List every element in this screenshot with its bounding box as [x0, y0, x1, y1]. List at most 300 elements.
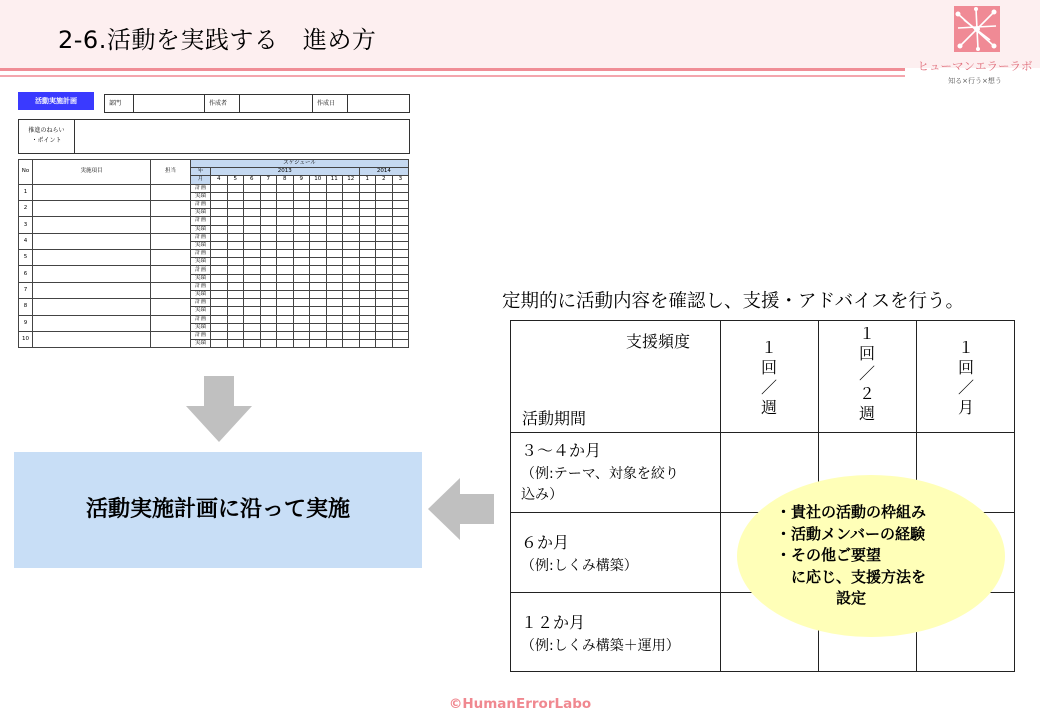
- schedule-cell: [211, 282, 228, 290]
- actual-label: 実績: [191, 225, 211, 233]
- plan-label: 計画: [191, 217, 211, 225]
- schedule-cell: [310, 250, 327, 258]
- schedule-cell: [244, 200, 261, 208]
- freq-header: 支援頻度: [626, 332, 691, 351]
- schedule-cell: [277, 184, 294, 192]
- schedule-cell: [227, 315, 244, 323]
- schedule-cell: [277, 241, 294, 249]
- schedule-cell: [359, 225, 376, 233]
- date-label: 作成日: [313, 95, 348, 112]
- row-item: [33, 233, 151, 249]
- schedule-cell: [376, 192, 393, 200]
- row-item: [33, 250, 151, 266]
- schedule-cell: [293, 241, 310, 249]
- schedule-cell: [392, 291, 409, 299]
- col-biweekly: １ 回 ／ ２ 週: [858, 324, 875, 423]
- row-period-1: ３～４か月: [521, 441, 602, 460]
- schedule-cell: [277, 291, 294, 299]
- page-title: 2-6.活動を実践する 進め方: [58, 26, 377, 54]
- schedule-cell: [376, 266, 393, 274]
- schedule-cell: [359, 209, 376, 217]
- schedule-cell: [326, 233, 343, 241]
- schedule-cell: [211, 241, 228, 249]
- schedule-cell: [260, 241, 277, 249]
- schedule-cell: [293, 266, 310, 274]
- schedule-cell: [260, 323, 277, 331]
- schedule-cell: [293, 299, 310, 307]
- schedule-cell: [359, 323, 376, 331]
- schedule-cell: [211, 258, 228, 266]
- plan-label: 計画: [191, 233, 211, 241]
- schedule-cell: [260, 225, 277, 233]
- schedule-cell: [326, 184, 343, 192]
- schedule-cell: [293, 225, 310, 233]
- schedule-cell: [376, 225, 393, 233]
- schedule-cell: [293, 200, 310, 208]
- left-arrow-icon: [428, 478, 494, 544]
- schedule-header: スケジュール: [191, 160, 409, 168]
- support-caption: 定期的に活動内容を確認し、支援・アドバイスを行う。: [502, 291, 964, 312]
- schedule-cell: [277, 307, 294, 315]
- month-label: 月: [191, 176, 211, 184]
- schedule-cell: [376, 258, 393, 266]
- schedule-cell: [392, 299, 409, 307]
- schedule-cell: [343, 233, 360, 241]
- schedule-cell: [392, 323, 409, 331]
- schedule-cell: [343, 331, 360, 339]
- month-cell: 7: [260, 176, 277, 184]
- schedule-cell: [227, 250, 244, 258]
- actual-label: 実績: [191, 258, 211, 266]
- schedule-cell: [310, 233, 327, 241]
- schedule-cell: [376, 241, 393, 249]
- table-divider: [720, 320, 721, 672]
- schedule-cell: [392, 266, 409, 274]
- schedule-cell: [376, 315, 393, 323]
- schedule-cell: [310, 266, 327, 274]
- schedule-cell: [310, 291, 327, 299]
- month-cell: 10: [310, 176, 327, 184]
- schedule-cell: [244, 291, 261, 299]
- row-item: [33, 299, 151, 315]
- schedule-cell: [293, 184, 310, 192]
- schedule-cell: [244, 217, 261, 225]
- schedule-cell: [260, 266, 277, 274]
- schedule-cell: [392, 233, 409, 241]
- schedule-cell: [260, 250, 277, 258]
- schedule-cell: [326, 200, 343, 208]
- schedule-cell: [359, 340, 376, 348]
- author-label: 作成者: [205, 95, 240, 112]
- schedule-cell: [326, 217, 343, 225]
- schedule-cell: [310, 217, 327, 225]
- schedule-cell: [359, 217, 376, 225]
- schedule-cell: [376, 250, 393, 258]
- schedule-cell: [310, 282, 327, 290]
- schedule-cell: [293, 323, 310, 331]
- callout-line: ・貴社の活動の枠組み: [776, 503, 927, 521]
- schedule-cell: [244, 307, 261, 315]
- schedule-cell: [326, 291, 343, 299]
- schedule-cell: [359, 274, 376, 282]
- schedule-cell: [277, 217, 294, 225]
- logo-icon: [954, 6, 1000, 52]
- row-number: 9: [19, 315, 33, 331]
- date-value: [348, 95, 409, 112]
- schedule-cell: [277, 282, 294, 290]
- row-item: [33, 217, 151, 233]
- schedule-cell: [244, 184, 261, 192]
- schedule-cell: [211, 266, 228, 274]
- schedule-cell: [293, 315, 310, 323]
- schedule-cell: [343, 282, 360, 290]
- month-cell: 1: [359, 176, 376, 184]
- row-number: 3: [19, 217, 33, 233]
- schedule-cell: [310, 192, 327, 200]
- schedule-cell: [211, 233, 228, 241]
- callout-text: [776, 502, 926, 610]
- actual-label: 実績: [191, 209, 211, 217]
- schedule-cell: [227, 258, 244, 266]
- schedule-cell: [260, 274, 277, 282]
- schedule-cell: [227, 291, 244, 299]
- schedule-cell: [277, 200, 294, 208]
- callout-line: ・活動メンバーの経験: [776, 524, 925, 543]
- schedule-cell: [227, 307, 244, 315]
- row-owner: [151, 217, 191, 233]
- month-cell: 11: [326, 176, 343, 184]
- schedule-cell: [392, 274, 409, 282]
- form-tag: 活動実施計画: [18, 92, 94, 110]
- callout-line: ・その他ご要望: [776, 546, 882, 564]
- month-cell: 3: [392, 176, 409, 184]
- schedule-cell: [244, 250, 261, 258]
- schedule-cell: [310, 299, 327, 307]
- aim-label: 推進のねらい ・ポイント: [19, 120, 75, 153]
- row-owner: [151, 299, 191, 315]
- schedule-cell: [310, 307, 327, 315]
- schedule-cell: [244, 233, 261, 241]
- schedule-cell: [244, 282, 261, 290]
- schedule-cell: [392, 307, 409, 315]
- callout-line: 設定: [776, 589, 867, 607]
- schedule-cell: [260, 340, 277, 348]
- schedule-cell: [244, 315, 261, 323]
- schedule-cell: [326, 315, 343, 323]
- schedule-cell: [326, 307, 343, 315]
- row-example-2: （例:しくみ構築）: [521, 558, 638, 574]
- schedule-cell: [359, 241, 376, 249]
- schedule-cell: [376, 282, 393, 290]
- row-number: 1: [19, 184, 33, 200]
- schedule-cell: [310, 200, 327, 208]
- schedule-cell: [293, 258, 310, 266]
- schedule-cell: [343, 274, 360, 282]
- schedule-cell: [227, 331, 244, 339]
- schedule-cell: [260, 331, 277, 339]
- schedule-cell: [326, 299, 343, 307]
- actual-label: 実績: [191, 274, 211, 282]
- schedule-cell: [326, 340, 343, 348]
- row-owner: [151, 184, 191, 200]
- row-number: 4: [19, 233, 33, 249]
- schedule-cell: [376, 299, 393, 307]
- month-cell: 8: [277, 176, 294, 184]
- schedule-cell: [343, 307, 360, 315]
- schedule-cell: [277, 233, 294, 241]
- schedule-cell: [359, 200, 376, 208]
- actual-label: 実績: [191, 291, 211, 299]
- schedule-cell: [359, 258, 376, 266]
- schedule-cell: [343, 258, 360, 266]
- schedule-cell: [227, 192, 244, 200]
- schedule-cell: [392, 250, 409, 258]
- row-number: 5: [19, 250, 33, 266]
- schedule-cell: [343, 340, 360, 348]
- schedule-cell: [376, 184, 393, 192]
- plan-box-label: 活動実施計画に沿って実施: [85, 497, 350, 522]
- schedule-cell: [293, 274, 310, 282]
- schedule-cell: [277, 266, 294, 274]
- form-header-row: [104, 94, 410, 113]
- schedule-cell: [392, 340, 409, 348]
- schedule-cell: [227, 184, 244, 192]
- schedule-cell: [359, 233, 376, 241]
- schedule-cell: [211, 291, 228, 299]
- schedule-cell: [277, 225, 294, 233]
- row-number: 7: [19, 282, 33, 298]
- year-2013: 2013: [211, 168, 360, 176]
- schedule-cell: [244, 323, 261, 331]
- schedule-cell: [260, 233, 277, 241]
- schedule-cell: [227, 209, 244, 217]
- header-divider-thin: [0, 75, 905, 77]
- schedule-cell: [227, 225, 244, 233]
- schedule-cell: [293, 282, 310, 290]
- schedule-cell: [293, 291, 310, 299]
- schedule-cell: [326, 250, 343, 258]
- logo-name: ヒューマンエラーラボ: [917, 59, 1033, 73]
- period-header: 活動期間: [522, 409, 587, 428]
- schedule-cell: [211, 225, 228, 233]
- month-cell: 5: [227, 176, 244, 184]
- month-cell: 2: [376, 176, 393, 184]
- schedule-cell: [227, 266, 244, 274]
- callout-line: に応じ、支援方法を: [776, 567, 927, 586]
- schedule-table: [18, 159, 409, 348]
- schedule-cell: [343, 209, 360, 217]
- schedule-cell: [359, 250, 376, 258]
- schedule-cell: [376, 200, 393, 208]
- schedule-cell: [310, 323, 327, 331]
- schedule-cell: [359, 192, 376, 200]
- schedule-cell: [359, 315, 376, 323]
- schedule-cell: [244, 340, 261, 348]
- col-owner: 担当: [151, 160, 191, 185]
- plan-label: 計画: [191, 282, 211, 290]
- schedule-cell: [392, 200, 409, 208]
- row-example-3: （例:しくみ構築＋運用）: [521, 638, 680, 654]
- row-number: 6: [19, 266, 33, 282]
- plan-label: 計画: [191, 250, 211, 258]
- schedule-cell: [277, 250, 294, 258]
- schedule-cell: [260, 200, 277, 208]
- schedule-cell: [343, 266, 360, 274]
- schedule-cell: [211, 250, 228, 258]
- schedule-cell: [359, 184, 376, 192]
- schedule-cell: [359, 299, 376, 307]
- row-owner: [151, 200, 191, 216]
- schedule-cell: [343, 299, 360, 307]
- schedule-cell: [392, 282, 409, 290]
- schedule-cell: [293, 331, 310, 339]
- month-cell: 4: [211, 176, 228, 184]
- schedule-cell: [277, 192, 294, 200]
- schedule-cell: [260, 315, 277, 323]
- schedule-cell: [211, 217, 228, 225]
- actual-label: 実績: [191, 307, 211, 315]
- schedule-cell: [343, 192, 360, 200]
- schedule-cell: [343, 250, 360, 258]
- schedule-cell: [359, 331, 376, 339]
- schedule-cell: [293, 209, 310, 217]
- year-label: 年: [191, 168, 211, 176]
- schedule-cell: [277, 323, 294, 331]
- aim-box: [18, 119, 410, 154]
- schedule-cell: [326, 331, 343, 339]
- schedule-cell: [244, 274, 261, 282]
- schedule-cell: [227, 299, 244, 307]
- schedule-cell: [227, 233, 244, 241]
- schedule-cell: [326, 241, 343, 249]
- header-divider: [0, 68, 905, 71]
- schedule-cell: [293, 307, 310, 315]
- row-owner: [151, 250, 191, 266]
- schedule-cell: [376, 233, 393, 241]
- schedule-cell: [293, 192, 310, 200]
- month-cell: 6: [244, 176, 261, 184]
- schedule-cell: [392, 315, 409, 323]
- logo-tagline: 知る×行う×想う: [948, 77, 1002, 85]
- row-item: [33, 184, 151, 200]
- schedule-cell: [211, 200, 228, 208]
- schedule-cell: [211, 299, 228, 307]
- schedule-cell: [227, 340, 244, 348]
- schedule-cell: [244, 266, 261, 274]
- schedule-cell: [211, 331, 228, 339]
- row-example-1: （例:テーマ、対象を絞り 込み）: [521, 466, 679, 503]
- plan-label: 計画: [191, 200, 211, 208]
- plan-label: 計画: [191, 315, 211, 323]
- schedule-cell: [392, 184, 409, 192]
- month-cell: 12: [343, 176, 360, 184]
- schedule-cell: [310, 184, 327, 192]
- schedule-cell: [260, 258, 277, 266]
- row-owner: [151, 282, 191, 298]
- schedule-cell: [326, 323, 343, 331]
- schedule-cell: [376, 217, 393, 225]
- schedule-cell: [310, 209, 327, 217]
- month-cell: 9: [293, 176, 310, 184]
- schedule-cell: [244, 331, 261, 339]
- actual-label: 実績: [191, 192, 211, 200]
- plan-label: 計画: [191, 266, 211, 274]
- schedule-cell: [376, 209, 393, 217]
- col-no: No: [19, 160, 33, 185]
- schedule-cell: [310, 258, 327, 266]
- schedule-cell: [293, 340, 310, 348]
- schedule-cell: [211, 184, 228, 192]
- schedule-cell: [310, 225, 327, 233]
- actual-label: 実績: [191, 340, 211, 348]
- row-owner: [151, 315, 191, 331]
- schedule-cell: [227, 200, 244, 208]
- schedule-cell: [343, 217, 360, 225]
- schedule-cell: [392, 241, 409, 249]
- plan-label: 計画: [191, 331, 211, 339]
- schedule-cell: [260, 291, 277, 299]
- plan-label: 計画: [191, 184, 211, 192]
- copyright-footer: ©HumanErrorLabo: [448, 696, 592, 712]
- schedule-cell: [211, 209, 228, 217]
- schedule-cell: [260, 209, 277, 217]
- schedule-cell: [376, 331, 393, 339]
- schedule-cell: [326, 282, 343, 290]
- schedule-cell: [392, 192, 409, 200]
- row-number: 8: [19, 299, 33, 315]
- activity-plan-form: [16, 92, 408, 367]
- schedule-cell: [310, 274, 327, 282]
- schedule-cell: [277, 258, 294, 266]
- schedule-cell: [277, 299, 294, 307]
- schedule-cell: [293, 250, 310, 258]
- plan-label: 計画: [191, 299, 211, 307]
- schedule-cell: [244, 299, 261, 307]
- schedule-cell: [392, 217, 409, 225]
- schedule-cell: [376, 291, 393, 299]
- schedule-cell: [260, 307, 277, 315]
- schedule-cell: [211, 307, 228, 315]
- schedule-cell: [343, 315, 360, 323]
- schedule-cell: [244, 241, 261, 249]
- row-period-2: ６か月: [521, 533, 570, 552]
- department-value: [134, 95, 205, 112]
- schedule-cell: [244, 225, 261, 233]
- schedule-cell: [277, 331, 294, 339]
- row-owner: [151, 233, 191, 249]
- schedule-cell: [343, 323, 360, 331]
- schedule-cell: [260, 282, 277, 290]
- schedule-cell: [260, 217, 277, 225]
- schedule-cell: [326, 274, 343, 282]
- schedule-cell: [376, 307, 393, 315]
- schedule-cell: [376, 323, 393, 331]
- table-divider: [510, 432, 1015, 433]
- schedule-cell: [293, 233, 310, 241]
- schedule-cell: [376, 340, 393, 348]
- schedule-cell: [310, 331, 327, 339]
- year-2014: 2014: [359, 168, 409, 176]
- schedule-cell: [359, 266, 376, 274]
- row-number: 10: [19, 331, 33, 347]
- schedule-cell: [326, 225, 343, 233]
- schedule-cell: [310, 241, 327, 249]
- schedule-cell: [310, 340, 327, 348]
- schedule-cell: [260, 299, 277, 307]
- schedule-cell: [211, 323, 228, 331]
- schedule-cell: [260, 184, 277, 192]
- schedule-cell: [359, 291, 376, 299]
